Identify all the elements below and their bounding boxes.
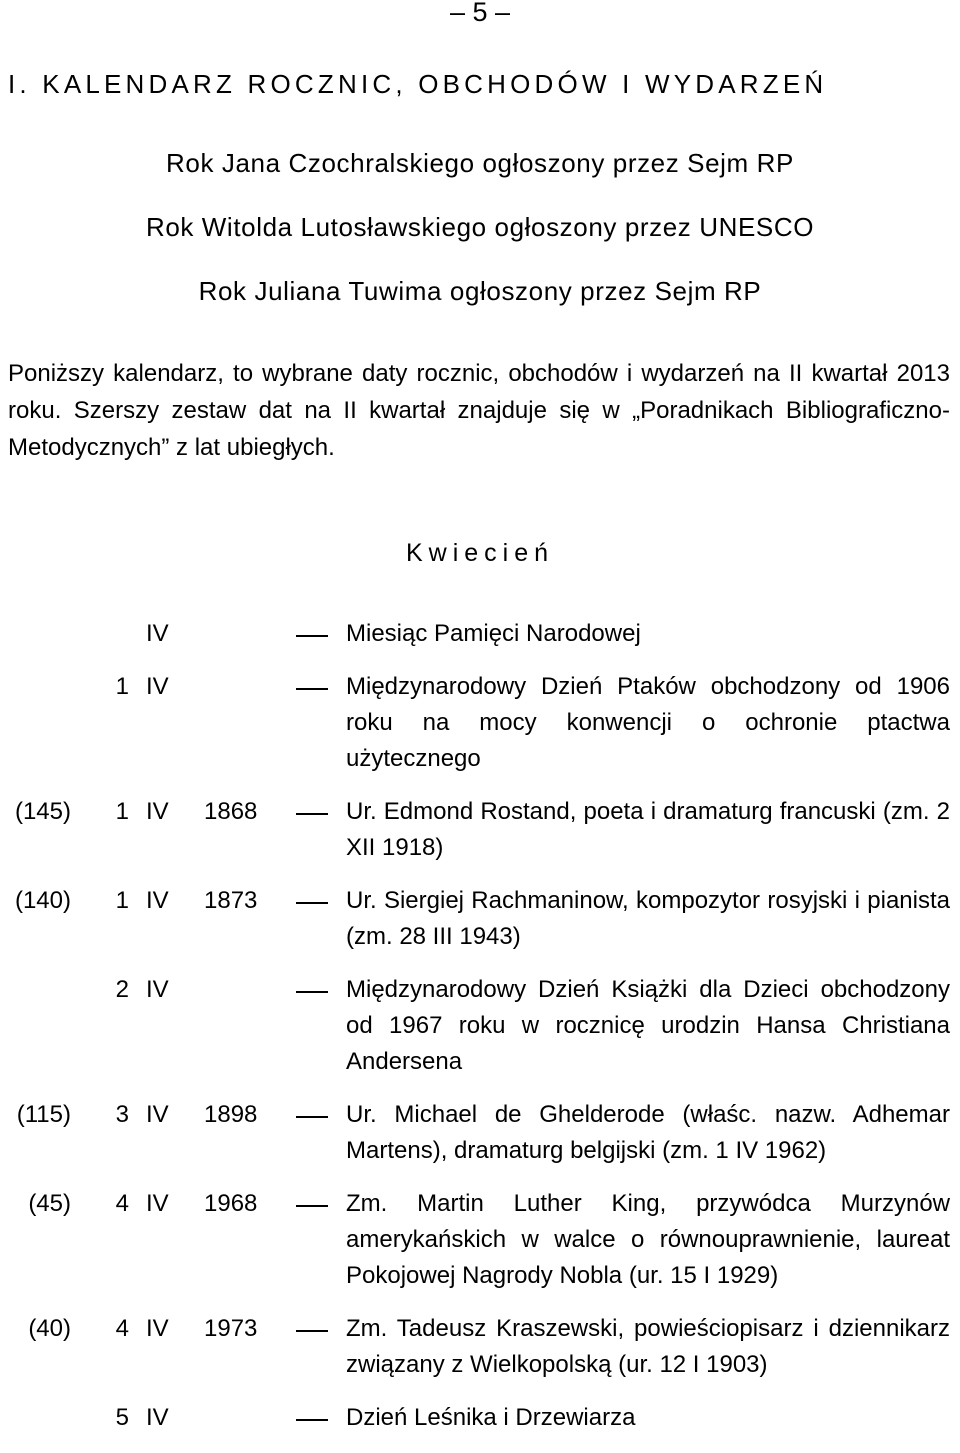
entry-year: 1968 xyxy=(204,1190,258,1217)
dash-separator xyxy=(296,1419,328,1421)
entry-month: IV xyxy=(146,673,169,700)
entry-year: 1868 xyxy=(204,798,258,825)
dash-separator xyxy=(296,902,328,904)
dash-separator xyxy=(296,635,328,637)
dash-separator xyxy=(296,1205,328,1207)
calendar-entry xyxy=(0,1097,960,1169)
entry-day: 3 xyxy=(115,1101,129,1128)
calendar-entry xyxy=(0,1400,960,1436)
entry-month: IV xyxy=(146,798,169,825)
page-number: – 5 – xyxy=(449,0,511,27)
month-heading: Kwiecień xyxy=(405,539,555,567)
entry-month: IV xyxy=(146,887,169,914)
anniversary-number: (115) xyxy=(16,1101,71,1128)
entry-year: 1898 xyxy=(204,1101,258,1128)
entry-description: Międzynarodowy Dzień Ptaków obchodzony od 1906 roku na mocy konwencji o ochronie ptactwa użytecznego xyxy=(346,673,950,772)
entry-year: 1873 xyxy=(204,887,258,914)
entry-description: Ur. Edmond Rostand, poeta i dramaturg francuski (zm. 2 XII 1918) xyxy=(346,798,950,861)
entry-description: Zm. Martin Luther King, przywódca Murzynów amerykańskich w walce o równouprawnienie, laureat Pokojowej Nagrody Nobla (ur. 15 I 1929) xyxy=(346,1190,950,1289)
year-dedications xyxy=(0,143,960,335)
intro-paragraph: Poniższy kalendarz, to wybrane daty rocznic, obchodów i wydarzeń na II kwartał 2013 roku. Szerszy zestaw dat na II kwartał znajduje się w „Poradnikach Bibliograficzno-Metodycznych” z lat ubiegłych. xyxy=(8,360,950,461)
entry-month: IV xyxy=(146,1101,169,1128)
dash-separator xyxy=(296,1330,328,1332)
entry-description: Dzień Leśnika i Drzewiarza xyxy=(346,1404,636,1431)
entry-day: 1 xyxy=(115,798,129,825)
dash-separator xyxy=(296,813,328,815)
anniversary-number: (140) xyxy=(14,887,71,914)
entry-month: IV xyxy=(146,1404,169,1431)
entry-day: 2 xyxy=(115,976,129,1003)
entry-description: Międzynarodowy Dzień Książki dla Dzieci obchodzony od 1967 roku w rocznicę urodzin Hansa Christiana Andersena xyxy=(346,976,950,1075)
calendar-entry xyxy=(0,883,960,955)
calendar-entry xyxy=(0,1186,960,1294)
entry-year: 1973 xyxy=(204,1315,258,1342)
entry-description: Ur. Michael de Ghelderode (właśc. nazw. Adhemar Martens), dramaturg belgijski (zm. 1 IV 1962) xyxy=(346,1101,950,1164)
calendar-entries xyxy=(0,616,960,1453)
calendar-entry xyxy=(0,1311,960,1383)
calendar-entry xyxy=(0,972,960,1080)
entry-description: Miesiąc Pamięci Narodowej xyxy=(346,620,641,647)
anniversary-number: (45) xyxy=(28,1190,71,1217)
year-dedication: Rok Jana Czochralskiego ogłoszony przez Sejm RP xyxy=(166,148,794,178)
chapter-title: I. KALENDARZ ROCZNIC, OBCHODÓW I WYDARZEŃ xyxy=(8,69,828,99)
anniversary-number: (40) xyxy=(28,1315,71,1342)
entry-day: 1 xyxy=(115,887,129,914)
entry-day: 5 xyxy=(115,1404,129,1431)
year-dedication: Rok Witolda Lutosławskiego ogłoszony przez UNESCO xyxy=(145,212,815,242)
entry-day: 4 xyxy=(115,1315,129,1342)
calendar-entry xyxy=(0,794,960,866)
dash-separator xyxy=(296,1116,328,1118)
dash-separator xyxy=(296,991,328,993)
calendar-entry xyxy=(0,616,960,652)
entry-day: 4 xyxy=(115,1190,129,1217)
entry-month: IV xyxy=(146,976,169,1003)
calendar-entry xyxy=(0,669,960,777)
entry-month: IV xyxy=(146,1315,169,1342)
entry-day: 1 xyxy=(115,673,129,700)
entry-description: Ur. Siergiej Rachmaninow, kompozytor rosyjski i pianista (zm. 28 III 1943) xyxy=(346,887,950,950)
dash-separator xyxy=(296,688,328,690)
entry-month: IV xyxy=(146,1190,169,1217)
anniversary-number: (145) xyxy=(14,798,71,825)
year-dedication: Rok Juliana Tuwima ogłoszony przez Sejm RP xyxy=(198,276,762,306)
entry-month: IV xyxy=(146,620,169,647)
entry-description: Zm. Tadeusz Kraszewski, powieściopisarz i dziennikarz związany z Wielkopolską (ur. 12 I 1903) xyxy=(346,1315,950,1378)
